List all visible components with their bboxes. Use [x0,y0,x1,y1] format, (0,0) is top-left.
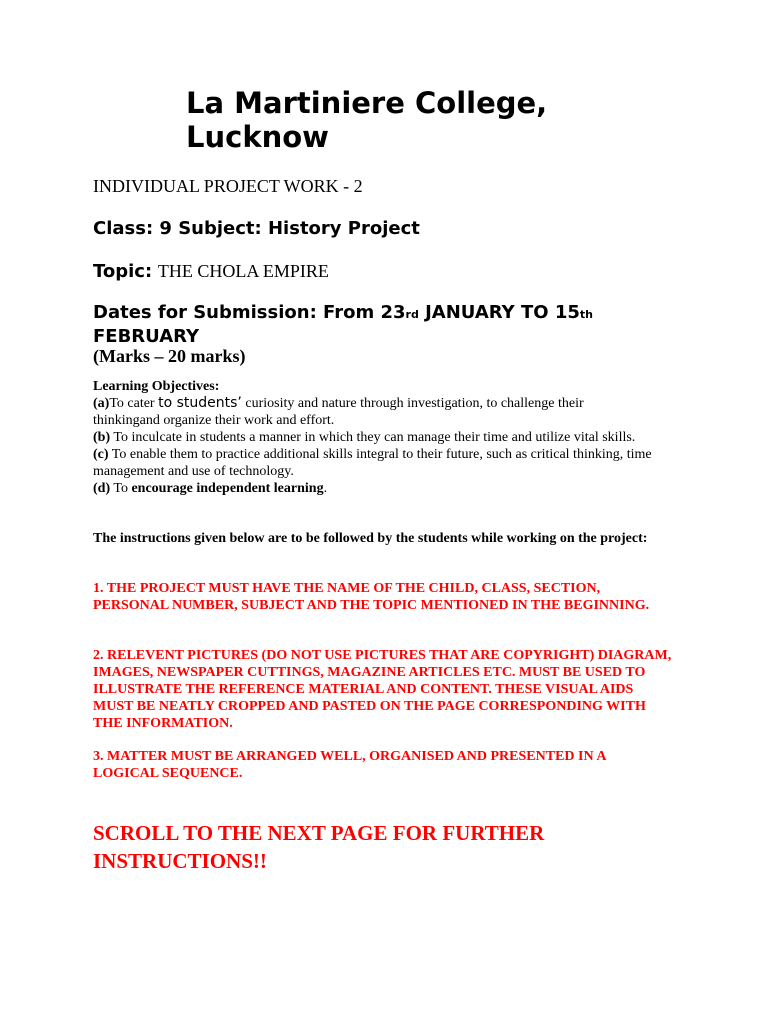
instructions-heading: The instructions given below are to be followed by the students while working on the project: [93,531,648,546]
page-title [186,86,706,154]
objectives-heading: Learning Objectives: [93,379,220,394]
instruction-rule-2: 2. RELEVENT PICTURES (DO NOT USE PICTURES THAT ARE COPYRIGHT) DIAGRAM, IMAGES, NEWSPAPER CUTTINGS, MAGAZINE ARTICLES ETC. MUST BE USED TO ILLUSTRATE THE REFERENCE MATERIAL AND CONTENT. THESE VISUAL AIDS MUST BE NEATLY CROPPED AND PASTED ON THE PAGE CORRESPONDING WITH THE INFORMATION. [93,648,672,731]
objective-a-post: curiosity and nature through investigation, to challenge their thinkingand organize their work and effort. [93,396,584,428]
objective-a [93,395,653,429]
topic-label: Topic: [93,261,153,282]
class-subject-line: Class: 9 Subject: History Project [93,218,420,239]
dates-sup-1: rd [405,308,419,321]
objective-c [93,446,653,480]
title-line-1: La Martiniere College, [186,86,548,120]
topic-value: THE CHOLA EMPIRE [157,261,329,281]
objective-d-post: . [323,481,328,496]
objective-d-pre: To [110,481,132,496]
objective-b [93,429,653,446]
objective-d-marker: (d) [93,481,111,496]
scroll-note: SCROLL TO THE NEXT PAGE FOR FURTHER INSTRUCTIONS!! [93,821,545,873]
topic-line [93,261,329,282]
objective-b-text: To inculcate in students a manner in which they can manage their time and utilize vital skills. [110,430,636,445]
dates-label: Dates for Submission: From 23 [93,302,406,323]
objective-a-pre: To cater [109,396,159,411]
dates-sup-2: th [579,308,593,321]
objective-a-marker: (a) [93,396,110,411]
instruction-rule-1: 1. THE PROJECT MUST HAVE THE NAME OF THE CHILD, CLASS, SECTION, PERSONAL NUMBER, SUBJECT AND THE TOPIC MENTIONED IN THE BEGINNING. [93,581,650,613]
objective-b-marker: (b) [93,430,111,445]
objective-c-text: To enable them to practice additional skills integral to their future, such as critical thinking, time management and use of technology. [93,447,652,479]
submission-dates [93,302,693,348]
objective-a-sans: to students’ [158,395,242,411]
objective-c-marker: (c) [93,447,109,462]
dates-end: FEBRUARY [93,326,200,347]
objective-d-bold: encourage independent learning [131,481,324,496]
objective-d [93,480,653,497]
learning-objectives [93,378,653,497]
title-line-2: Lucknow [186,120,329,154]
instruction-rule-3: 3. MATTER MUST BE ARRANGED WELL, ORGANISED AND PRESENTED IN A LOGICAL SEQUENCE. [93,749,606,781]
marks-line: (Marks – 20 marks) [93,346,246,366]
project-work-heading: INDIVIDUAL PROJECT WORK - 2 [93,176,363,196]
dates-mid: JANUARY TO 15 [425,302,580,323]
